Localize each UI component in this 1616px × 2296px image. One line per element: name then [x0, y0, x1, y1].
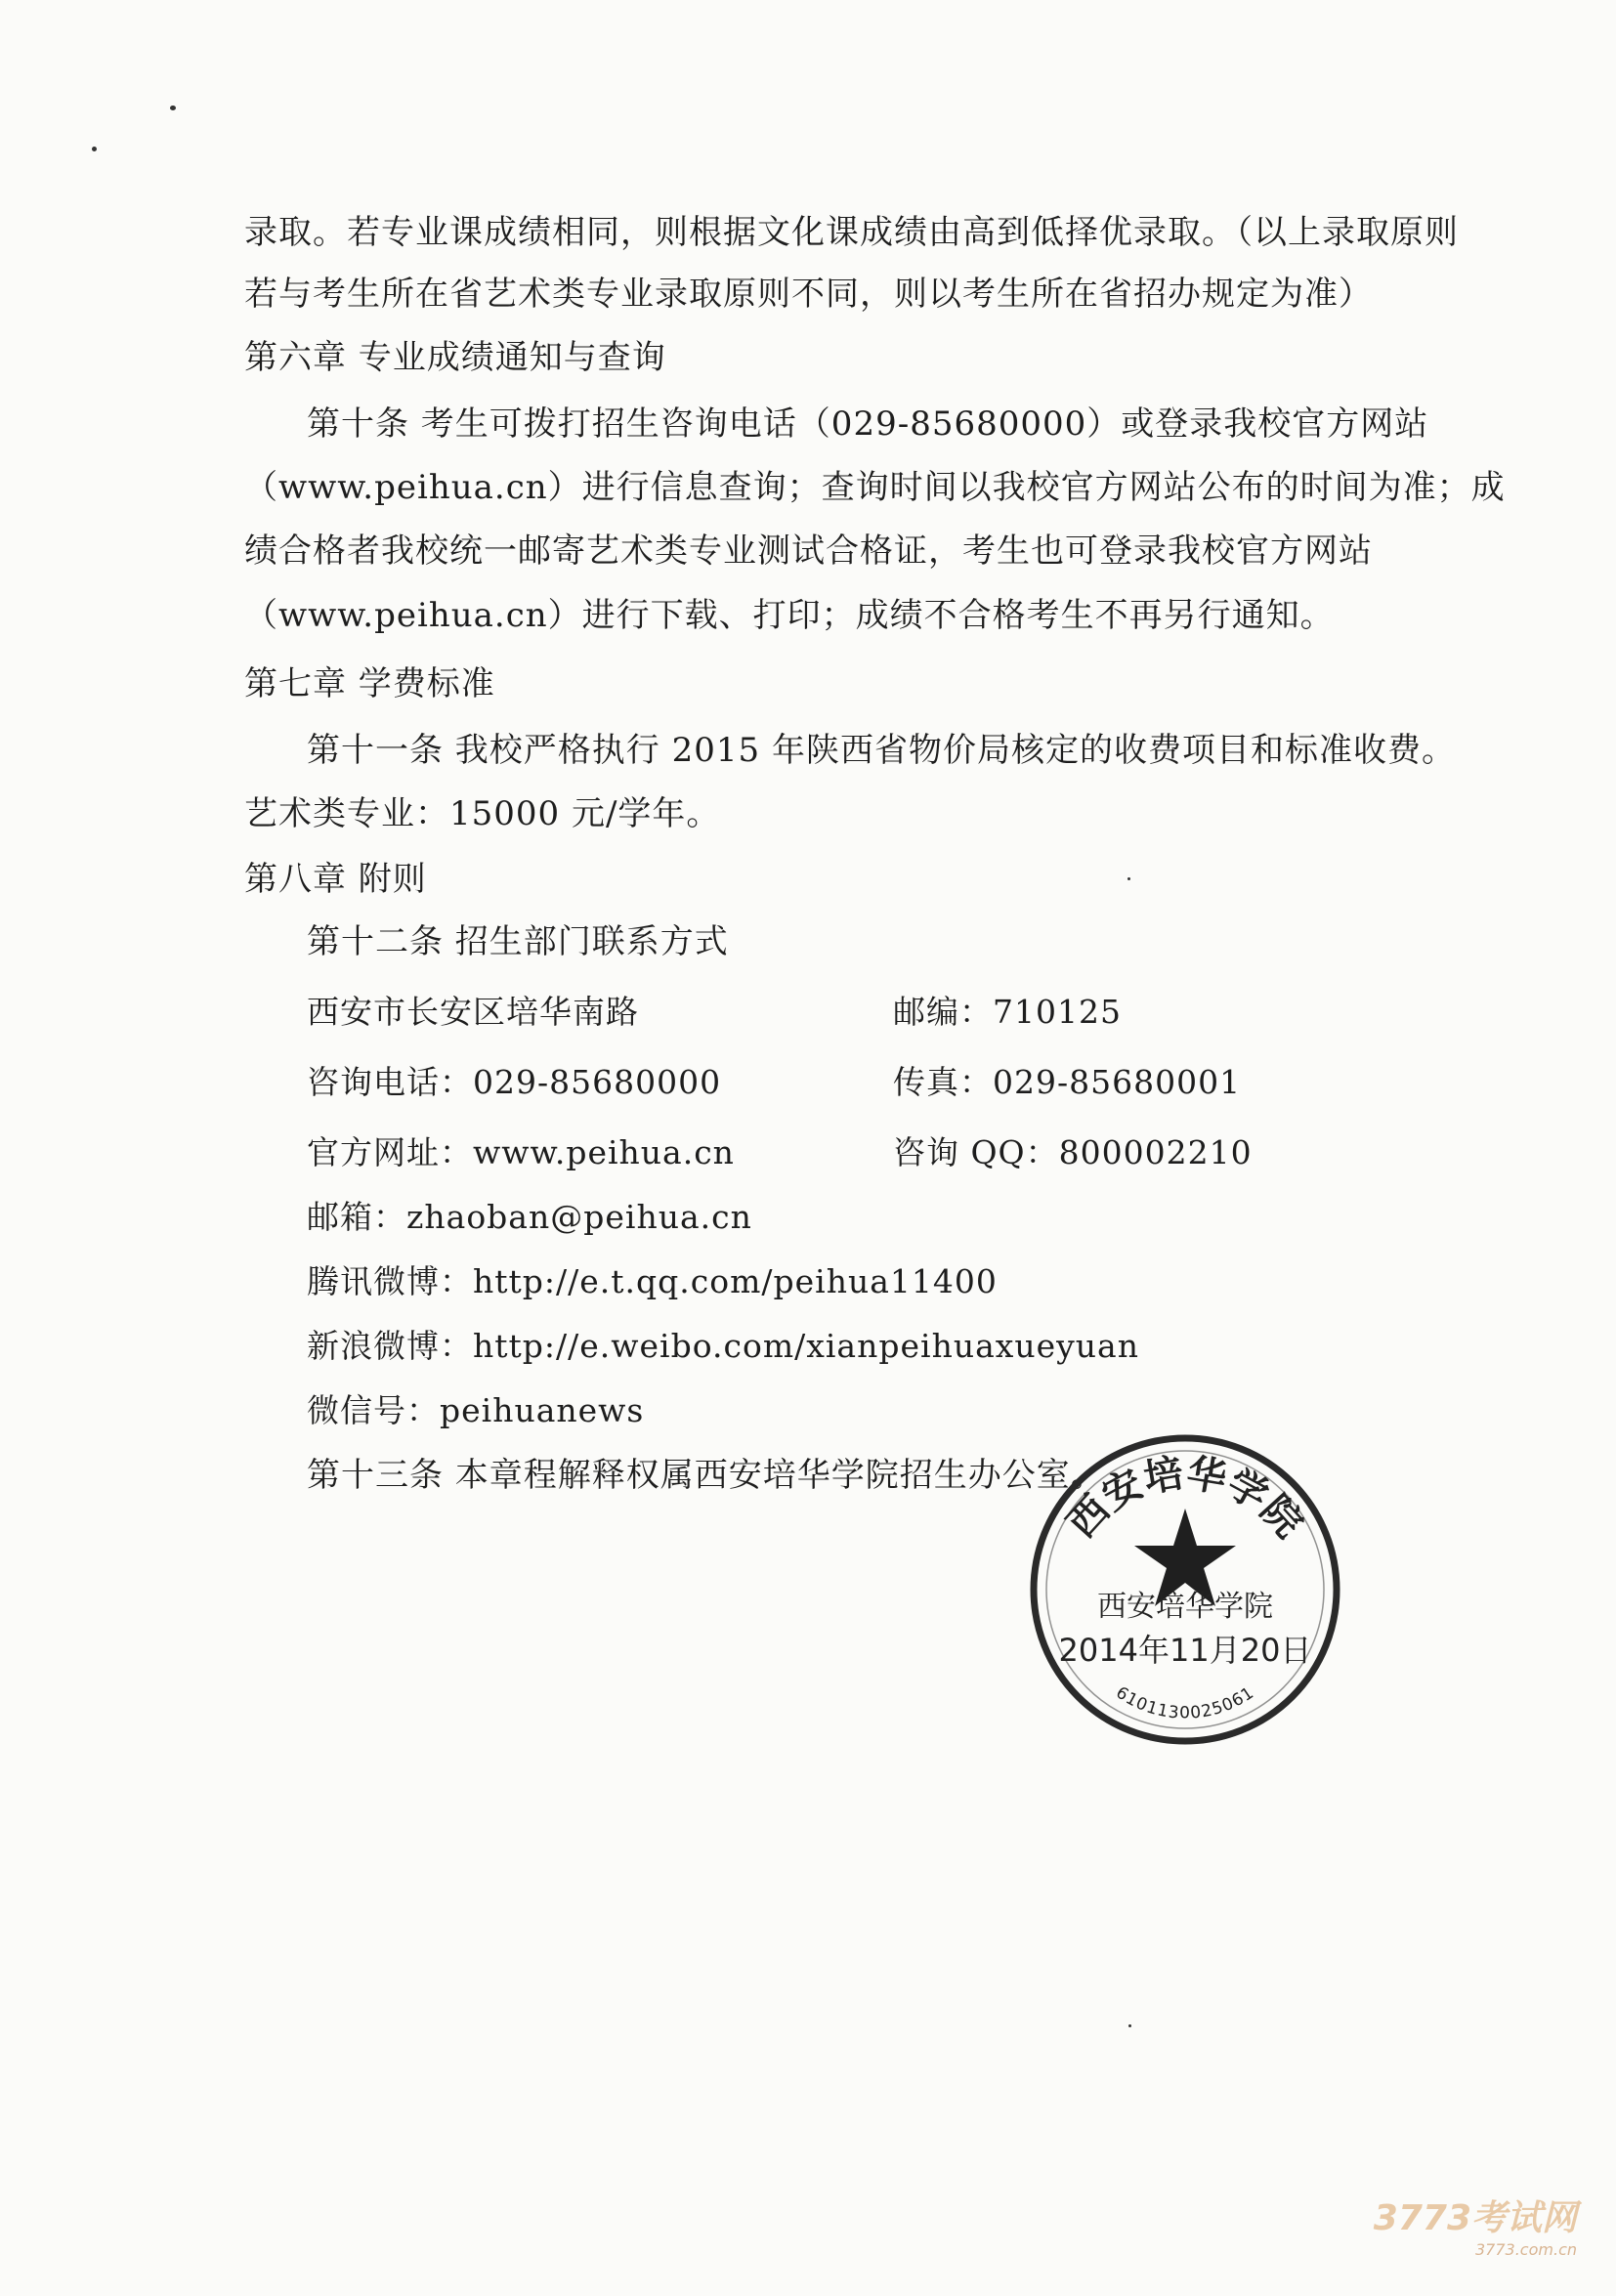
article-line: 第十三条 本章程解释权属西安培华学院招生办公室。 [307, 1456, 1105, 1495]
article-line: 第十一条 我校严格执行 2015 年陕西省物价局核定的收费项目和标准收费。 [307, 731, 1456, 770]
body-line: 艺术类专业：15000 元/学年。 [244, 794, 721, 833]
body-line: 录取。若专业课成绩相同，则根据文化课成绩由高到低择优录取。（以上录取原则 [244, 213, 1459, 252]
seal-code: 6101130025061 [1112, 1682, 1258, 1723]
scan-speck [1127, 877, 1130, 880]
chapter-heading: 第七章 学费标准 [244, 664, 495, 703]
contact-sina-weibo: 新浪微博：http://e.weibo.com/xianpeihuaxueyuan [307, 1327, 1139, 1365]
seal-top-text: 西安培华学院 [1059, 1450, 1311, 1547]
contact-postcode: 邮编：710125 [893, 993, 1122, 1031]
body-line: 绩合格者我校统一邮寄艺术类专业测试合格证，考生也可登录我校官方网站 [244, 531, 1373, 571]
seal-date: 2014年11月20日 [1058, 1632, 1312, 1669]
watermark-url: 3773.com.cn [1475, 2240, 1577, 2259]
watermark-brand: 3773考试网 [1373, 2198, 1577, 2238]
seal-center-text: 西安培华学院 [1097, 1590, 1273, 1624]
body-line: （www.peihua.cn）进行信息查询；查询时间以我校官方网站公布的时间为准；成 [244, 468, 1506, 507]
scan-speck [1128, 2024, 1131, 2027]
article-line: 第十二条 招生部门联系方式 [307, 922, 729, 961]
article-line: 第十条 考生可拨打招生咨询电话（029-85680000）或登录我校官方网站 [307, 404, 1429, 444]
site-watermark [1374, 2190, 1577, 2259]
contact-tencent-weibo: 腾讯微博：http://e.t.qq.com/peihua11400 [307, 1262, 998, 1300]
contact-wechat: 微信号：peihuanews [307, 1391, 645, 1429]
body-line: （www.peihua.cn）进行下载、打印；成绩不合格考生不再另行通知。 [244, 596, 1335, 635]
body-line: 若与考生所在省艺术类专业录取原则不同，则以考生所在省招办规定为准） [244, 275, 1373, 314]
chapter-heading: 第六章 专业成绩通知与查询 [244, 338, 666, 377]
chapter-heading: 第八章 附则 [244, 860, 427, 899]
contact-website: 官方网址：www.peihua.cn [307, 1133, 735, 1171]
contact-fax: 传真：029-85680001 [893, 1063, 1242, 1101]
contact-email: 邮箱：zhaoban@peihua.cn [307, 1198, 752, 1236]
official-seal [1024, 1428, 1346, 1751]
contact-qq: 咨询 QQ：800002210 [893, 1133, 1253, 1171]
contact-phone: 咨询电话：029-85680000 [307, 1063, 722, 1101]
scan-speck [92, 147, 97, 151]
contact-address: 西安市长安区培华南路 [307, 993, 639, 1031]
scan-speck [170, 106, 176, 110]
